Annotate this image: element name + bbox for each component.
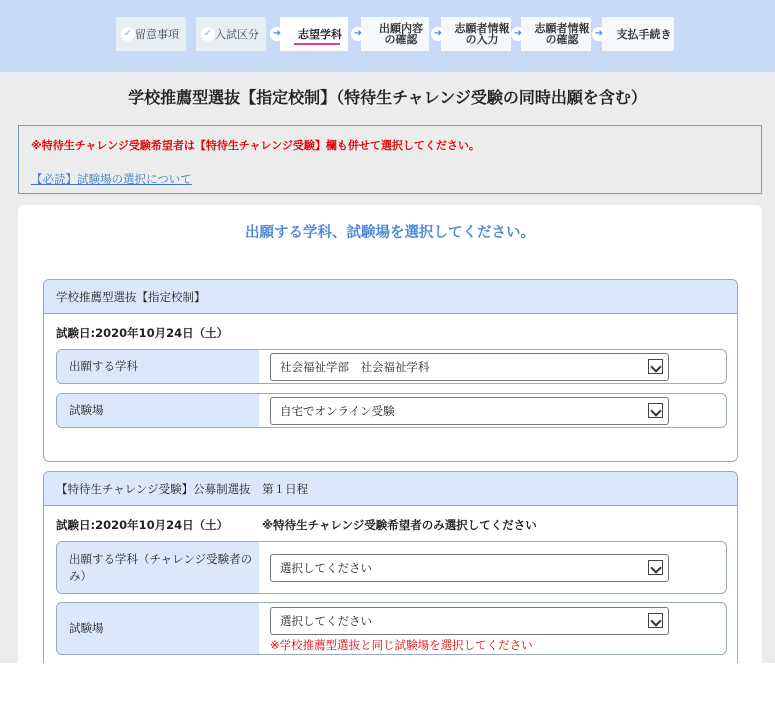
check-icon: ✓ [121,27,135,41]
step-label: 支払手続き [616,27,672,41]
notice-box [18,125,762,194]
challenge-venue-select[interactable] [270,607,669,635]
step-progress-bar [0,0,775,72]
chevron-down-icon[interactable] [648,613,663,628]
select-value: 自宅でオンライン受験 [280,404,395,418]
venue-label: 試験場 [57,603,259,654]
step-applicant-input [433,17,511,51]
select-value: 選択してください [280,614,372,628]
step-label: 出願内容 の確認 [379,22,423,46]
current-step-underline [294,43,340,45]
arrow-right-icon: ➜ [511,27,525,41]
venue-label: 試験場 [57,394,259,427]
select-value: 社会福祉学部 社会福祉学科 [280,360,430,374]
step-label: 留意事項 [135,27,179,41]
select-value: 選択してください [280,561,372,575]
page-title: 学校推薦型選抜【指定校制】（特待生チャレンジ受験の同時出願を含む） [128,88,647,107]
arrow-right-icon: ➜ [592,27,606,41]
department-label: 出願する学科 [57,350,259,383]
exam-date: 試験日:2020年10月24日（土） [56,518,229,532]
section-title: 【特待生チャレンジ受験】公募制選抜 第１日程 [44,472,737,506]
step-label: 志願者情報 の入力 [454,22,510,46]
chevron-down-icon[interactable] [648,359,663,374]
step-notes[interactable] [116,17,186,51]
challenge-department-select[interactable] [270,554,669,582]
arrow-right-icon: ➜ [431,27,445,41]
step-confirm-application [353,17,429,51]
section-designated-school [43,279,738,462]
venue-select[interactable] [270,397,669,425]
venue-info-link[interactable]: 【必読】試験場の選択について [31,172,192,186]
step-label: 志願者情報 の確認 [534,22,590,46]
step-department [272,17,348,51]
department-select[interactable] [270,353,669,381]
notice-warning: ※特待生チャレンジ受験希望者は【特待生チャレンジ受験】欄も併せて選択してください。 [31,139,480,152]
main-card [18,205,762,663]
challenge-department-row [56,541,727,594]
step-payment [594,17,674,51]
exam-date: 試験日:2020年10月24日（土） [56,326,229,340]
step-exam-category[interactable] [196,17,266,51]
section-scholarship-challenge [43,471,738,663]
arrow-right-icon: ➜ [351,27,365,41]
chevron-down-icon[interactable] [648,403,663,418]
arrow-right-icon: ➜ [270,27,284,41]
venue-warning: ※学校推薦型選抜と同じ試験場を選択してください [270,638,533,652]
challenge-venue-row [56,602,727,655]
challenge-note: ※特待生チャレンジ受験希望者のみ選択してください [262,518,537,532]
check-icon: ✓ [201,27,215,41]
venue-row [56,393,727,428]
department-row [56,349,727,384]
step-label: 志望学科 [298,27,342,41]
step-label: 入試区分 [215,27,259,41]
step-applicant-confirm [513,17,591,51]
instruction-heading: 出願する学科、試験場を選択してください。 [245,225,535,241]
department-label: 出願する学科（チャレンジ受験者のみ） [57,542,259,593]
section-title: 学校推薦型選抜【指定校制】 [44,280,737,314]
chevron-down-icon[interactable] [648,560,663,575]
